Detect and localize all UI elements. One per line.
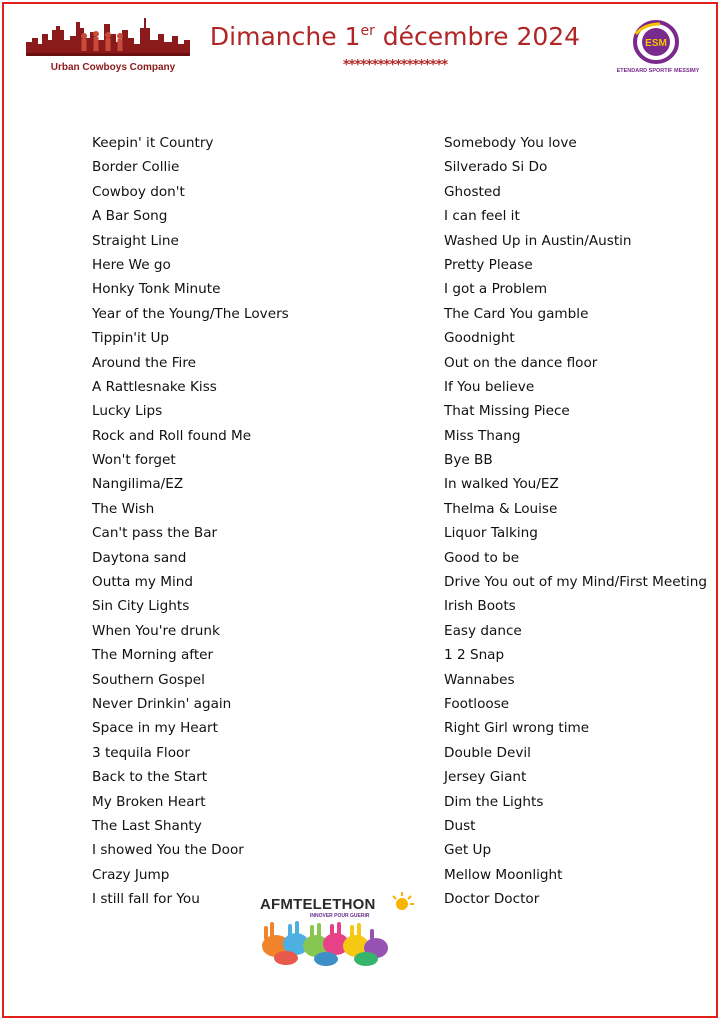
dance-item: Never Drinkin' again: [92, 695, 232, 712]
dance-item: The Card You gamble: [444, 305, 589, 322]
dance-item: A Bar Song: [92, 208, 168, 225]
club-name: ETENDARD SPORTIF MESSIMY: [616, 68, 700, 74]
page-title: [200, 22, 590, 51]
dance-item: Silverado Si Do: [444, 159, 548, 176]
dance-item: Can't pass the Bar: [92, 525, 218, 542]
city-skyline-icon: [26, 16, 190, 56]
dance-item: Footloose: [444, 695, 510, 712]
dance-item: Bye BB: [444, 452, 493, 469]
dance-item: I can feel it: [444, 208, 520, 225]
dance-item: Liquor Talking: [444, 525, 538, 542]
dance-item: Around the Fire: [92, 354, 196, 371]
title-suffix: décembre 2024: [374, 22, 581, 51]
dance-item: Dim the Lights: [444, 793, 544, 810]
dance-item: I showed You the Door: [92, 842, 244, 859]
dance-item: A Rattlesnake Kiss: [92, 378, 217, 395]
dance-item: Space in my Heart: [92, 720, 218, 737]
dance-item: That Missing Piece: [444, 403, 570, 420]
dance-item: Nangilima/EZ: [92, 476, 184, 493]
dance-item: Jersey Giant: [444, 769, 527, 786]
dance-item: Tippin'it Up: [92, 330, 170, 347]
dance-item: Easy dance: [444, 622, 522, 639]
club-badge-text: ESM: [645, 38, 667, 49]
dance-item: Keepin' it Country: [92, 135, 214, 151]
dance-item: Cowboy don't: [92, 183, 185, 200]
dance-item: Goodnight: [444, 330, 515, 347]
dance-item: Straight Line: [92, 232, 179, 249]
dance-item: Doctor Doctor: [444, 891, 540, 908]
title-divider-stars: ******************: [342, 58, 448, 73]
dance-item: Get Up: [444, 842, 492, 859]
dance-item: Sin City Lights: [92, 598, 190, 615]
sun-icon: [393, 892, 414, 910]
dance-item: Mellow Moonlight: [444, 866, 563, 883]
dance-item: Crazy Jump: [92, 866, 170, 883]
dance-item: I got a Problem: [444, 281, 548, 298]
dance-item: Honky Tonk Minute: [92, 281, 221, 298]
dance-item: Ghosted: [444, 183, 501, 200]
brand-name: Urban Cowboys Company: [50, 62, 176, 73]
dance-item: Miss Thang: [444, 427, 521, 444]
dance-item: Won't forget: [92, 452, 176, 469]
dance-item: 1 2 Snap: [444, 647, 505, 664]
telethon-brand: AFMTELETHON: [260, 896, 376, 913]
esm-badge-icon: [630, 20, 686, 68]
dance-item: Out on the dance floor: [444, 354, 598, 371]
dance-item: When You're drunk: [92, 622, 220, 639]
dance-item: Year of the Young/The Lovers: [92, 305, 289, 322]
dance-item: In walked You/EZ: [444, 476, 559, 493]
dance-item: Back to the Start: [92, 769, 208, 786]
dance-item: Right Girl wrong time: [444, 720, 590, 737]
dance-item: The Last Shanty: [92, 817, 202, 834]
dance-item: I still fall for You: [92, 891, 200, 908]
dance-item: 3 tequila Floor: [92, 744, 190, 761]
dance-item: If You believe: [444, 378, 535, 395]
dance-item: Daytona sand: [92, 549, 187, 566]
page-frame: [2, 2, 718, 1018]
title-superscript: er: [360, 23, 375, 39]
dance-item: Dust: [444, 817, 476, 834]
dance-item: Washed Up in Austin/Austin: [444, 232, 632, 249]
dance-item: Double Devil: [444, 744, 531, 761]
dance-item: Rock and Roll found Me: [92, 427, 252, 444]
dance-list-left: [92, 131, 289, 912]
urban-cowboys-logo: [24, 16, 194, 78]
dance-item: Outta my Mind: [92, 574, 193, 591]
dance-item: The Wish: [92, 500, 155, 517]
dance-item: Somebody You love: [444, 135, 577, 151]
dance-item: Pretty Please: [444, 256, 533, 273]
dance-item: Thelma & Louise: [444, 500, 558, 517]
dance-item: Southern Gospel: [92, 671, 205, 688]
dance-item: My Broken Heart: [92, 793, 206, 810]
dance-item: Here We go: [92, 256, 171, 273]
dance-list-right: [444, 131, 707, 912]
dance-item: Drive You out of my Mind/First Meeting: [444, 574, 707, 591]
esm-logo: [600, 18, 716, 80]
dance-item: Wannabes: [444, 671, 515, 688]
dance-item: Lucky Lips: [92, 403, 163, 420]
dance-item: The Morning after: [92, 647, 214, 664]
telethon-tagline: INNOVER POUR GUERIR: [310, 913, 370, 919]
colorful-hands-icon: [256, 888, 416, 968]
afm-telethon-logo: [256, 888, 416, 968]
dance-item: Border Collie: [92, 159, 180, 176]
dance-item: Good to be: [444, 549, 520, 566]
dance-item: Irish Boots: [444, 598, 516, 615]
title-prefix: Dimanche 1: [209, 22, 361, 51]
